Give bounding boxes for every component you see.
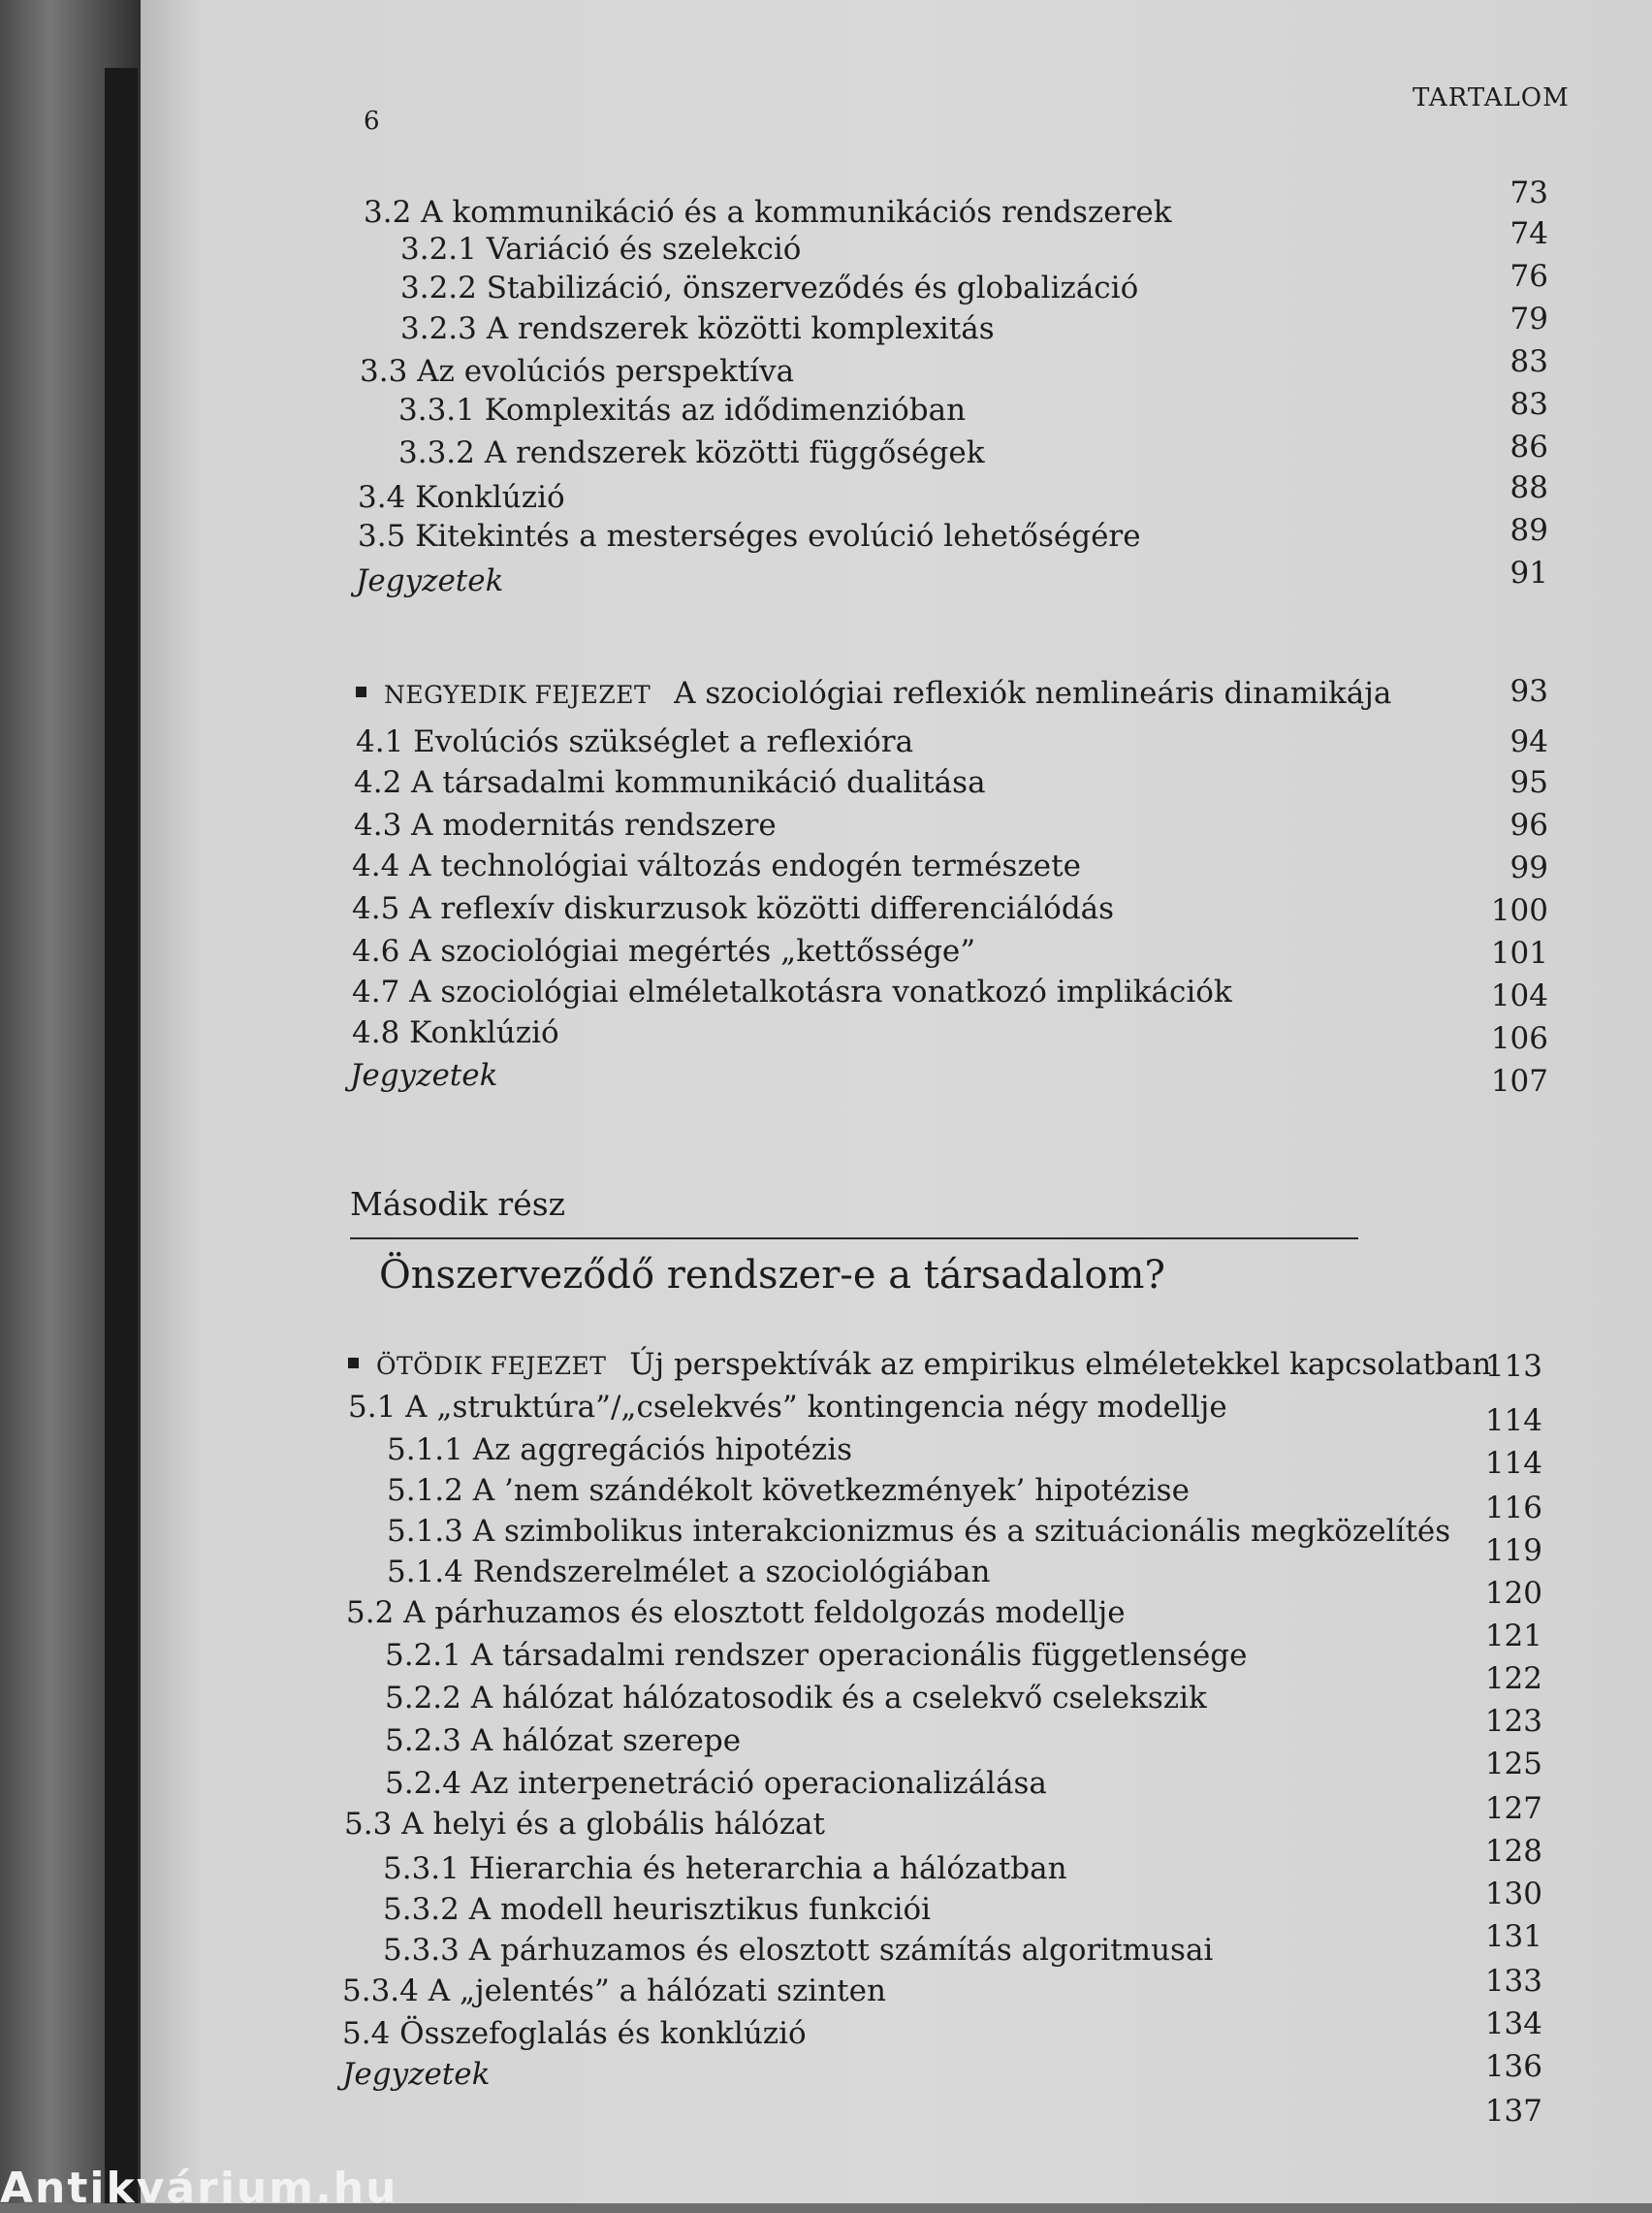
toc-page: 122 bbox=[1484, 1661, 1542, 1696]
chapter-heading bbox=[356, 675, 1391, 714]
toc-entry: 5.2 A párhuzamos és elosztott feldolgozás modellje bbox=[346, 1595, 1126, 1630]
toc-entry: 5.3 A helyi és a globális hálózat bbox=[344, 1807, 825, 1842]
toc-entry-notes: Jegyzetek bbox=[342, 2057, 491, 2092]
toc-page: 96 bbox=[1509, 808, 1548, 843]
toc-entry: 5.2.3 A hálózat szerepe bbox=[385, 1723, 742, 1758]
toc-entry: 3.2.1 Variáció és szelekció bbox=[400, 232, 802, 267]
toc-entry: 3.2.2 Stabilizáció, önszerveződés és globalizáció bbox=[400, 271, 1139, 305]
square-bullet-icon bbox=[348, 1358, 359, 1368]
toc-page: 130 bbox=[1484, 1876, 1542, 1911]
toc-entry: 3.2.3 A rendszerek közötti komplexitás bbox=[400, 311, 995, 346]
toc-entry: 4.3 A modernitás rendszere bbox=[354, 808, 777, 843]
toc-page: 76 bbox=[1509, 259, 1548, 294]
toc-page: 131 bbox=[1484, 1919, 1542, 1954]
toc-entry: 4.2 A társadalmi kommunikáció dualitása bbox=[354, 765, 986, 800]
toc-entry: 5.1.1 Az aggregációs hipotézis bbox=[387, 1432, 853, 1467]
toc-page: 123 bbox=[1484, 1704, 1542, 1739]
toc-page: 94 bbox=[1509, 724, 1548, 759]
toc-entry: 4.5 A reflexív diskurzusok közötti differenciálódás bbox=[352, 891, 1115, 926]
toc-entry: 4.8 Konklúzió bbox=[352, 1015, 559, 1050]
toc-page: 83 bbox=[1509, 387, 1548, 422]
book-gutter-shadow bbox=[105, 68, 138, 2203]
toc-entry: 5.1.4 Rendszerelmélet a szociológiában bbox=[387, 1555, 991, 1589]
toc-page: 114 bbox=[1484, 1446, 1542, 1481]
toc-entry: 3.3.1 Komplexitás az idődimenzióban bbox=[398, 393, 967, 428]
toc-page: 83 bbox=[1509, 344, 1548, 379]
toc-page: 128 bbox=[1484, 1834, 1542, 1869]
toc-page: 106 bbox=[1490, 1021, 1548, 1056]
toc-entry: 5.2.4 Az interpenetráció operacionalizálása bbox=[385, 1766, 1047, 1801]
toc-entry: 3.5 Kitekintés a mesterséges evolúció lehetőségére bbox=[358, 519, 1141, 554]
toc-entry: 4.1 Evolúciós szükséglet a reflexióra bbox=[356, 724, 914, 759]
toc-entry: 3.4 Konklúzió bbox=[358, 480, 565, 515]
toc-page: 74 bbox=[1509, 216, 1548, 251]
part-divider bbox=[350, 1237, 1358, 1239]
toc-entry: 3.3.2 A rendszerek közötti függőségek bbox=[398, 435, 985, 470]
chapter-title: Új perspektívák az empirikus elméletekkel kapcsolatban bbox=[629, 1347, 1492, 1382]
toc-page: 93 bbox=[1509, 674, 1548, 709]
toc-page: 89 bbox=[1509, 513, 1548, 548]
toc-page: 104 bbox=[1490, 978, 1548, 1013]
toc-entry-notes: Jegyzetek bbox=[356, 563, 504, 598]
toc-page: 120 bbox=[1484, 1576, 1542, 1611]
toc-page: 73 bbox=[1509, 176, 1548, 210]
toc-entry: 5.1.3 A szimbolikus interakcionizmus és a szituácionális megközelítés bbox=[387, 1514, 1451, 1549]
toc-page: 137 bbox=[1484, 2094, 1542, 2129]
toc-entry: 3.2 A kommunikáció és a kommunikációs rendszerek bbox=[364, 195, 1172, 230]
page-number: 6 bbox=[364, 107, 380, 136]
toc-entry: 5.3.2 A modell heurisztikus funkciói bbox=[383, 1892, 932, 1927]
part-label: Második rész bbox=[350, 1185, 566, 1223]
toc-entry: 5.3.1 Hierarchia és heterarchia a hálózatban bbox=[383, 1851, 1067, 1886]
toc-page: 88 bbox=[1509, 470, 1548, 505]
part-title: Önszerveződő rendszer-e a társadalom? bbox=[379, 1253, 1165, 1298]
chapter-caption: NEGYEDIK FEJEZET bbox=[384, 681, 651, 709]
chapter-heading bbox=[348, 1346, 1491, 1385]
toc-entry: 5.3.4 A „jelentés” a hálózati szinten bbox=[342, 1973, 886, 2008]
toc-page: 107 bbox=[1490, 1064, 1548, 1099]
toc-page: 113 bbox=[1484, 1349, 1542, 1384]
toc-page: 136 bbox=[1484, 2049, 1542, 2084]
toc-entry-notes: Jegyzetek bbox=[350, 1058, 498, 1093]
chapter-caption: ÖTÖDIK FEJEZET bbox=[376, 1352, 607, 1380]
chapter-title: A szociológiai reflexiók nemlineáris dinamikája bbox=[674, 676, 1392, 711]
toc-entry: 5.2.1 A társadalmi rendszer operacionális függetlensége bbox=[385, 1638, 1248, 1673]
toc-page: 95 bbox=[1509, 765, 1548, 800]
toc-entry: 4.6 A szociológiai megértés „kettőssége” bbox=[352, 934, 976, 969]
toc-page: 99 bbox=[1509, 850, 1548, 885]
square-bullet-icon bbox=[356, 687, 366, 697]
toc-page: 116 bbox=[1484, 1491, 1542, 1525]
toc-page: 125 bbox=[1484, 1747, 1542, 1781]
running-title: TARTALOM bbox=[1413, 83, 1570, 112]
toc-page: 133 bbox=[1484, 1964, 1542, 1999]
toc-entry: 3.3 Az evolúciós perspektíva bbox=[360, 354, 795, 389]
toc-entry: 4.7 A szociológiai elméletalkotásra vonatkozó implikációk bbox=[352, 975, 1232, 1010]
toc-page: 100 bbox=[1490, 893, 1548, 928]
toc-page: 119 bbox=[1484, 1533, 1542, 1568]
toc-page: 101 bbox=[1490, 936, 1548, 971]
toc-entry: 5.4 Összefoglalás és konklúzió bbox=[342, 2016, 807, 2051]
toc-page: 114 bbox=[1484, 1403, 1542, 1438]
toc-entry: 5.2.2 A hálózat hálózatosodik és a cselekvő cselekszik bbox=[385, 1681, 1207, 1716]
toc-page: 91 bbox=[1509, 556, 1548, 591]
toc-entry: 5.1 A „struktúra”/„cselekvés” kontingencia négy modellje bbox=[348, 1390, 1227, 1425]
watermark: Antikvárium.hu bbox=[0, 2164, 398, 2213]
toc-entry: 4.4 A technológiai változás endogén természete bbox=[352, 849, 1081, 883]
toc-page: 79 bbox=[1509, 302, 1548, 337]
toc-page: 127 bbox=[1484, 1791, 1542, 1826]
toc-page: 86 bbox=[1509, 430, 1548, 465]
toc-page: 121 bbox=[1484, 1619, 1542, 1653]
toc-entry: 5.1.2 A ’nem szándékolt következmények’ hipotézise bbox=[387, 1473, 1190, 1508]
toc-page: 134 bbox=[1484, 2006, 1542, 2041]
book-page bbox=[141, 0, 1652, 2203]
toc-entry: 5.3.3 A párhuzamos és elosztott számítás algoritmusai bbox=[383, 1933, 1214, 1968]
